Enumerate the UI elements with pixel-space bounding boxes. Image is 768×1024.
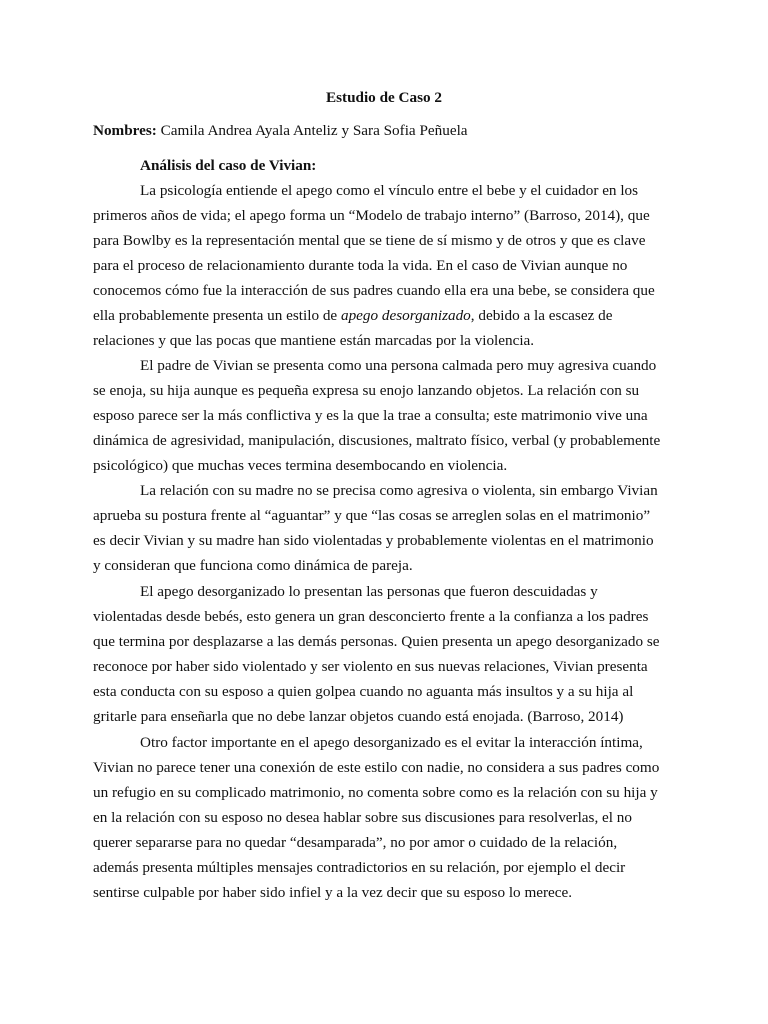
text-line: conocemos cómo fue la interacción de sus padres cuando ella era una bebe, se considera que	[93, 282, 655, 299]
text-line: esta conducta con su esposo a quien golpea cuando no aguanta más insultos y a su hija al	[93, 683, 634, 700]
text-line: El apego desorganizado lo presentan las personas que fueron descuidadas y	[140, 583, 598, 600]
text-line: psicológico) que muchas veces termina desembocando en violencia.	[93, 457, 508, 474]
section-heading: Análisis del caso de Vivian:	[140, 157, 317, 174]
text-line: sentirse culpable por haber sido infiel y a la vez decir que su esposo lo merece.	[93, 884, 573, 901]
text-line: en la relación con su esposo no desea hablar sobre sus discusiones para resolverlas, el no	[93, 809, 632, 826]
document-title: Estudio de Caso 2	[325, 89, 443, 106]
text-line-start: ella probablemente presenta un estilo de	[93, 307, 341, 324]
text-line: para Bowlby es la representación mental que se tiene de sí mismo y de otros y que es clave	[93, 232, 646, 249]
text-line: se enoja, su hija aunque es pequeña expresa su enojo lanzando objetos. La relación con su	[93, 382, 640, 399]
authors-names: Camila Andrea Ayala Anteliz y Sara Sofia Peñuela	[156, 122, 468, 139]
authors-label: Nombres:	[93, 122, 157, 139]
text-line: La psicología entiende el apego como el vínculo entre el bebe y el cuidador en los	[140, 182, 639, 199]
text-line: esposo parece ser la más conflictiva y es la que la trae a consulta; este matrimonio vive una	[93, 407, 648, 424]
text-line: gritarle para enseñarla que no debe lanzar objetos cuando está enojada. (Barroso, 2014)	[93, 708, 624, 725]
text-line: un refugio en su complicado matrimonio, no comenta sobre como es la relación con su hija y	[93, 784, 658, 801]
text-line: es decir Vivian y su madre han sido violentadas y probablemente violentas en el matrimonio	[93, 532, 654, 549]
text-line: que termina por desplazarse a las demás personas. Quien presenta un apego desorganizado se	[93, 633, 660, 650]
text-line-end: , debido a la escasez de	[470, 307, 613, 324]
text-line: violentadas desde bebés, esto genera un gran desconcierto frente a la confianza a los padres	[93, 608, 649, 625]
text-line: aprueba su postura frente al “aguantar” y que “las cosas se arreglen solas en el matrimonio”	[93, 507, 651, 524]
text-line: además presenta múltiples mensajes contradictorios en su relación, por ejemplo el decir	[93, 859, 626, 876]
text-line	[93, 306, 612, 326]
text-line: Vivian no parece tener una conexión de este estilo con nadie, no considera a sus padres como	[93, 759, 660, 776]
text-line: querer separarse para no quedar “desamparada”, no por amor o cuidado de la relación,	[93, 834, 618, 851]
text-line: La relación con su madre no se precisa como agresiva o violenta, sin embargo Vivian	[140, 482, 658, 499]
authors-line	[93, 121, 468, 141]
text-line: reconoce por haber sido violentado y ser violento en sus nuevas relaciones, Vivian presenta	[93, 658, 648, 675]
text-line: y consideran que funciona como dinámica de pareja.	[93, 557, 413, 574]
text-line: dinámica de agresividad, manipulación, discusiones, maltrato físico, verbal (y probablemente	[93, 432, 661, 449]
text-line: para el proceso de relacionamiento durante toda la vida. En el caso de Vivian aunque no	[93, 257, 628, 274]
text-line: primeros años de vida; el apego forma un “Modelo de trabajo interno” (Barroso, 2014), que	[93, 207, 650, 224]
text-line: Otro factor importante en el apego desorganizado es el evitar la interacción íntima,	[140, 734, 643, 751]
italic-term: apego desorganizado	[340, 307, 471, 324]
text-line: relaciones y que las pocas que mantiene están marcadas por la violencia.	[93, 332, 535, 349]
text-line: El padre de Vivian se presenta como una persona calmada pero muy agresiva cuando	[140, 357, 657, 374]
